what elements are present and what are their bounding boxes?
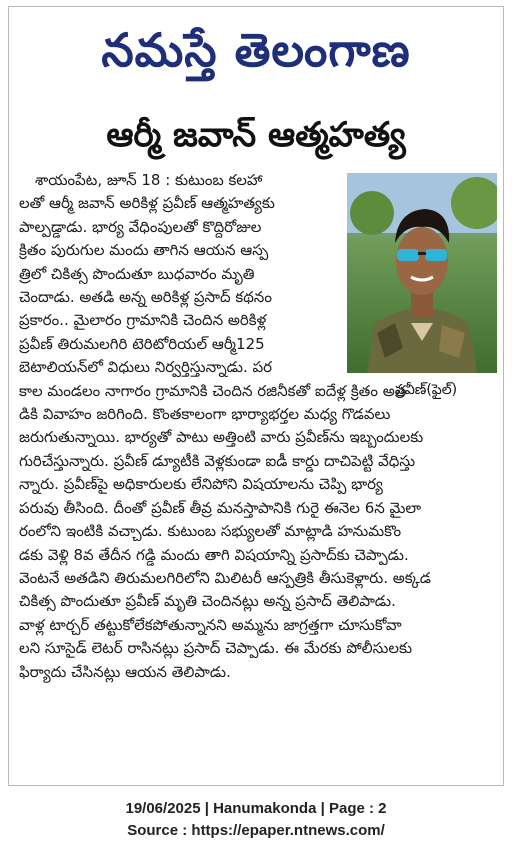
article-line: క్రితం పురుగుల మందు తాగిన ఆయన ఆస్ప [19, 241, 269, 260]
article-line: శాయంపేట, జూన్ 18 : కుటుంబ కలహా [35, 171, 263, 189]
article-line: డకు వెళ్లి 8వ తేదీన గడ్డి మందు తాగి విషయాన్ని ప్రసాద్‌కు చెప్పాడు. [19, 545, 409, 564]
footer-dateline: 19/06/2025 | Hanumakonda | Page : 2 [125, 800, 387, 817]
article-line: త్రిలో చికిత్స పొందుతూ బుధవారం మృతి [19, 264, 255, 283]
article-line: వెంటనే అతడిని తిరుమలగిరిలోని మిలిటరీ ఆస్పత్రికి తీసుకెళ్లారు. అక్కడ [19, 568, 431, 587]
article-line: ప్రకారం.. మైలారం గ్రామానికి చెందిన అరికిళ్ల [19, 311, 267, 330]
article-line: రంలోని ఇంటికి వచ్చాడు. కుటుంబ సభ్యులతో మాట్లాడి హనుమకొం [19, 522, 402, 541]
photo-caption: ప్రవీణ్(ఫైల్) [394, 382, 458, 398]
clipping-frame [8, 6, 504, 786]
article-line: గురిచేస్తున్నారు. ప్రవీణ్ డ్యూటీకి వెళ్లకుండా ఐడీ కార్డు దాచిపెట్టి వేధిస్తు [19, 451, 416, 470]
clipping-footer [0, 798, 512, 842]
article-line: ప్రవీణ్ తిరుమలగిరి టెరిటోరియల్ ఆర్మీ125 [19, 334, 265, 353]
article-line: న్నారు. ప్రవీణ్‌పై అధికారులకు లేనిపోని విషయాలను చెప్పి భార్య [19, 475, 383, 494]
article-line: లతో ఆర్మీ జవాన్ అరికిళ్ల ప్రవీణ్ ఆత్మహత్యకు [19, 194, 275, 213]
article-line: పరువు తీసింది. దీంతో ప్రవీణ్ తీవ్ర మనస్తాపానికి గురై ఈనెల 6న మైలా [19, 498, 422, 517]
article-line: ఫిర్యాదు చేసినట్లు ఆయన తెలిపాడు. [19, 662, 231, 681]
article-headline: ఆర్మీ జవాన్ ఆత్మహత్య [106, 115, 406, 155]
article-line: వాళ్ల టార్చర్ తట్టుకోలేకపోతున్నానని అమ్మను జాగ్రత్తగా చూసుకోవా [19, 615, 402, 634]
newspaper-masthead: నమస్తే తెలంగాణ [101, 23, 411, 77]
article-line: పాల్పడ్డాడు. భార్య వేధింపులతో కొద్దిరోజుల [19, 217, 262, 236]
article-line: బెటాలియన్‌లో విధులు నిర్వర్తిస్తున్నాడు. పర [19, 358, 273, 377]
article-line: చికిత్స పొందుతూ ప్రవీణ్ మృతి చెందినట్లు అన్న ప్రసాద్ తెలిపాడు. [19, 592, 396, 611]
footer-source: Source : https://epaper.ntnews.com/ [127, 822, 385, 839]
article-line: చెందాడు. అతడి అన్న అరికిళ్ల ప్రసాద్ కథనం [19, 288, 272, 307]
article-line: డికి వివాహం జరిగింది. కొంతకాలంగా భార్యాభర్తల మధ్య గొడవలు [19, 405, 391, 424]
article-line: కాల మండలం నాగారం గ్రామానికి చెందిన రజినీకతో ఐదేళ్ల క్రితం అత [19, 381, 407, 400]
article-line: జరుగుతున్నాయి. భార్యతో పాటు అత్తింటి వారు ప్రవీణ్‌ను ఇబ్బందులకు [19, 428, 424, 447]
article-body [19, 169, 495, 684]
article-line: లని సూసైడ్ లెటర్ రాసినట్లు ప్రసాద్ చెప్పాడు. ఈ మేరకు పోలీసులకు [19, 639, 413, 658]
